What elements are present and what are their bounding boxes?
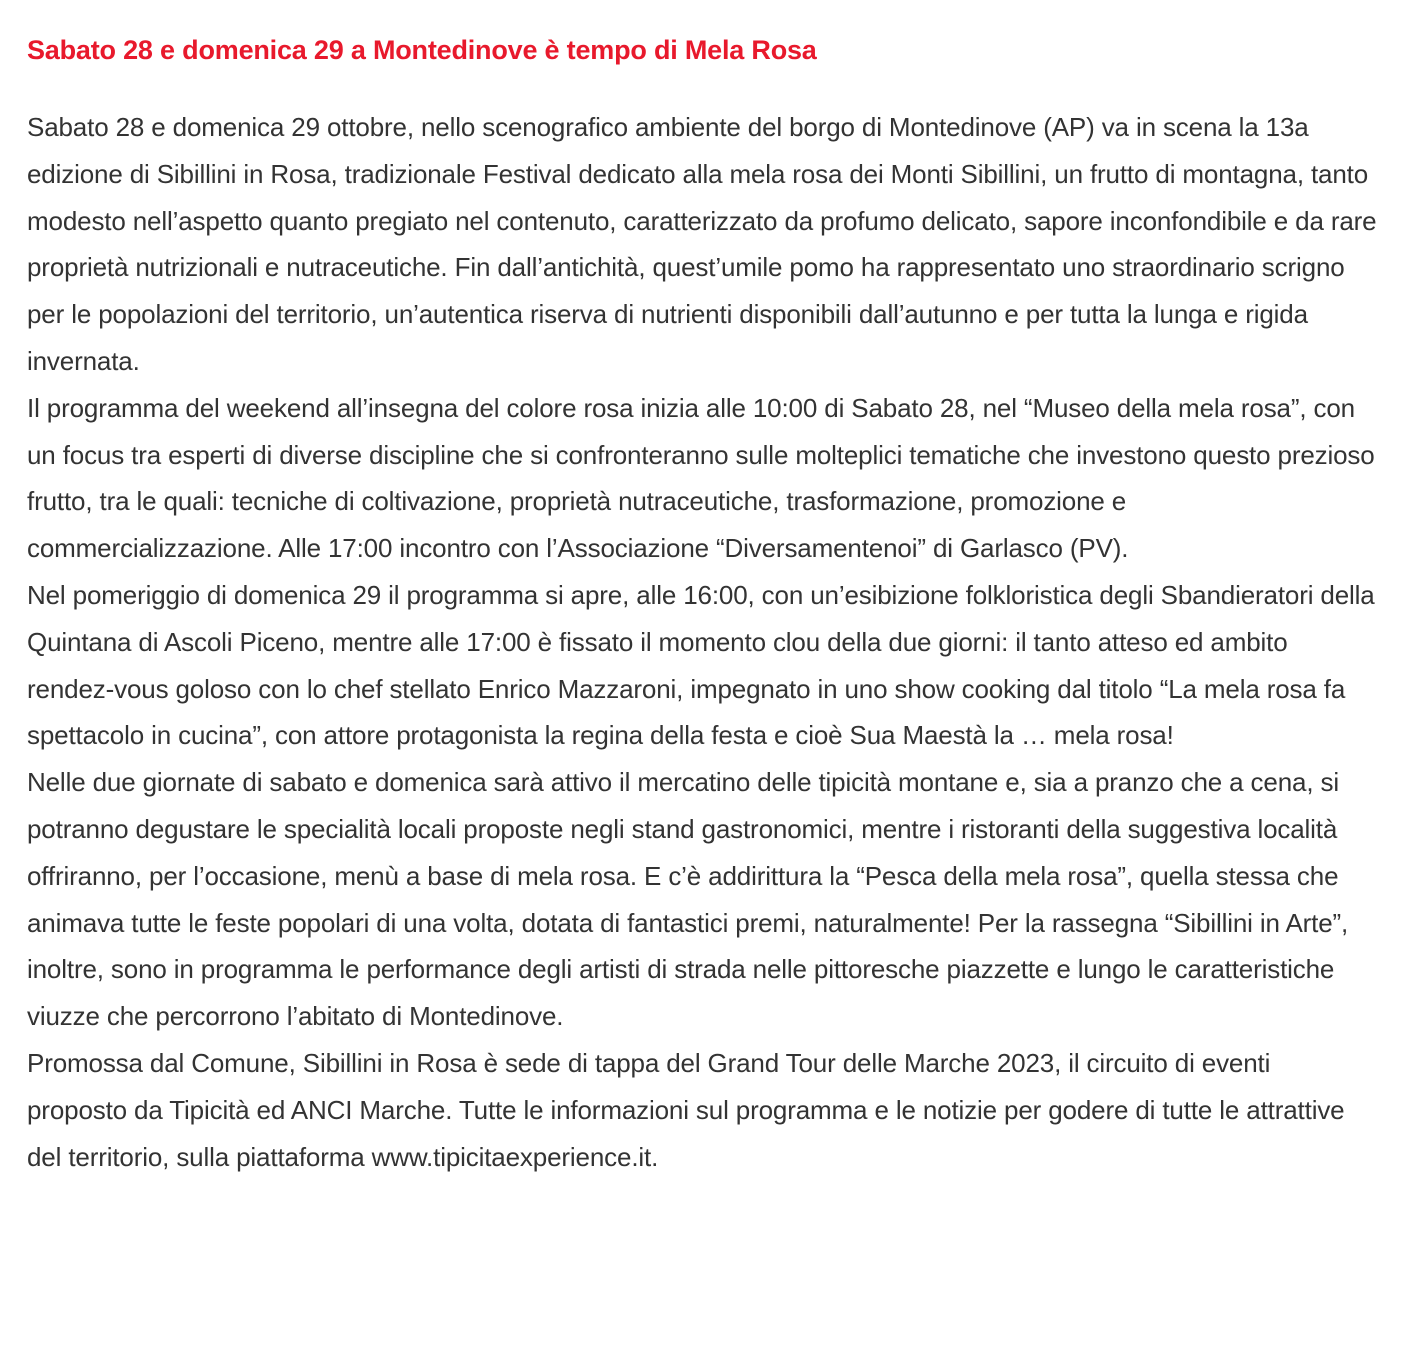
article-title: Sabato 28 e domenica 29 a Montedinove è tempo di Mela Rosa bbox=[27, 35, 817, 65]
article-paragraph-4: Nelle due giornate di sabato e domenica sarà attivo il mercatino delle tipicità montane e, sia a pranzo che a cena, si potranno degustare le specialità locali proposte negli stand gastronomici, mentre i ristoranti della suggestiva località offriranno, per l’occasione, menù a base di mela rosa. E c’è addirittura la “Pesca della mela rosa”, quella stessa che animava tutte le feste popolari di una volta, dotata di fantastici premi, naturalmente! Per la rassegna “Sibillini in Arte”, inoltre, sono in programma le performance degli artisti di strada nelle pittoresche piazzette e lungo le caratteristiche viuzze che percorrono l’abitato di Montedinove. bbox=[27, 767, 1349, 1032]
article-paragraph-2: Il programma del weekend all’insegna del colore rosa inizia alle 10:00 di Sabato 28, nel “Museo della mela rosa”, con un focus tra esperti di diverse discipline che si confronteranno sulle molteplici tematiche che investono questo prezioso frutto, tra le quali: tecniche di coltivazione, proprietà nutraceutiche, trasformazione, promozione e commercializzazione. Alle 17:00 incontro con l’Associazione “Diversamentenoi” di Garlasco (PV). bbox=[27, 392, 1375, 564]
article bbox=[27, 30, 1377, 1180]
article-paragraph-1: Sabato 28 e domenica 29 ottobre, nello scenografico ambiente del borgo di Montedinove (AP) va in scena la 13a edizione di Sibillini in Rosa, tradizionale Festival dedicato alla mela rosa dei Monti Sibillini, un frutto di montagna, tanto modesto nell’aspetto quanto pregiato nel contenuto, caratterizzato da profumo delicato, sapore inconfondibile e da rare proprietà nutrizionali e nutraceutiche. Fin dall’antichità, quest’umile pomo ha rappresentato uno straordinario scrigno per le popolazioni del territorio, un’autentica riserva di nutrienti disponibili dall’autunno e per tutta la lunga e rigida invernata. bbox=[27, 112, 1377, 376]
article-paragraph-3: Nel pomeriggio di domenica 29 il programma si apre, alle 16:00, con un’esibizione folkloristica degli Sbandieratori della Quintana di Ascoli Piceno, mentre alle 17:00 è fissato il momento clou della due giorni: il tanto atteso ed ambito rendez-vous goloso con lo chef stellato Enrico Mazzaroni, impegnato in uno show cooking dal titolo “La mela rosa fa spettacolo in cucina”, con attore protagonista la regina della festa e cioè Sua Maestà la … mela rosa! bbox=[27, 579, 1375, 751]
article-paragraph-5: Promossa dal Comune, Sibillini in Rosa è sede di tappa del Grand Tour delle Marche 2023, il circuito di eventi proposto da Tipicità ed ANCI Marche. Tutte le informazioni sul programma e le notizie per godere di tutte le attrattive del territorio, sulla piattaforma www.tipicitaexperience.it. bbox=[27, 1047, 1345, 1172]
